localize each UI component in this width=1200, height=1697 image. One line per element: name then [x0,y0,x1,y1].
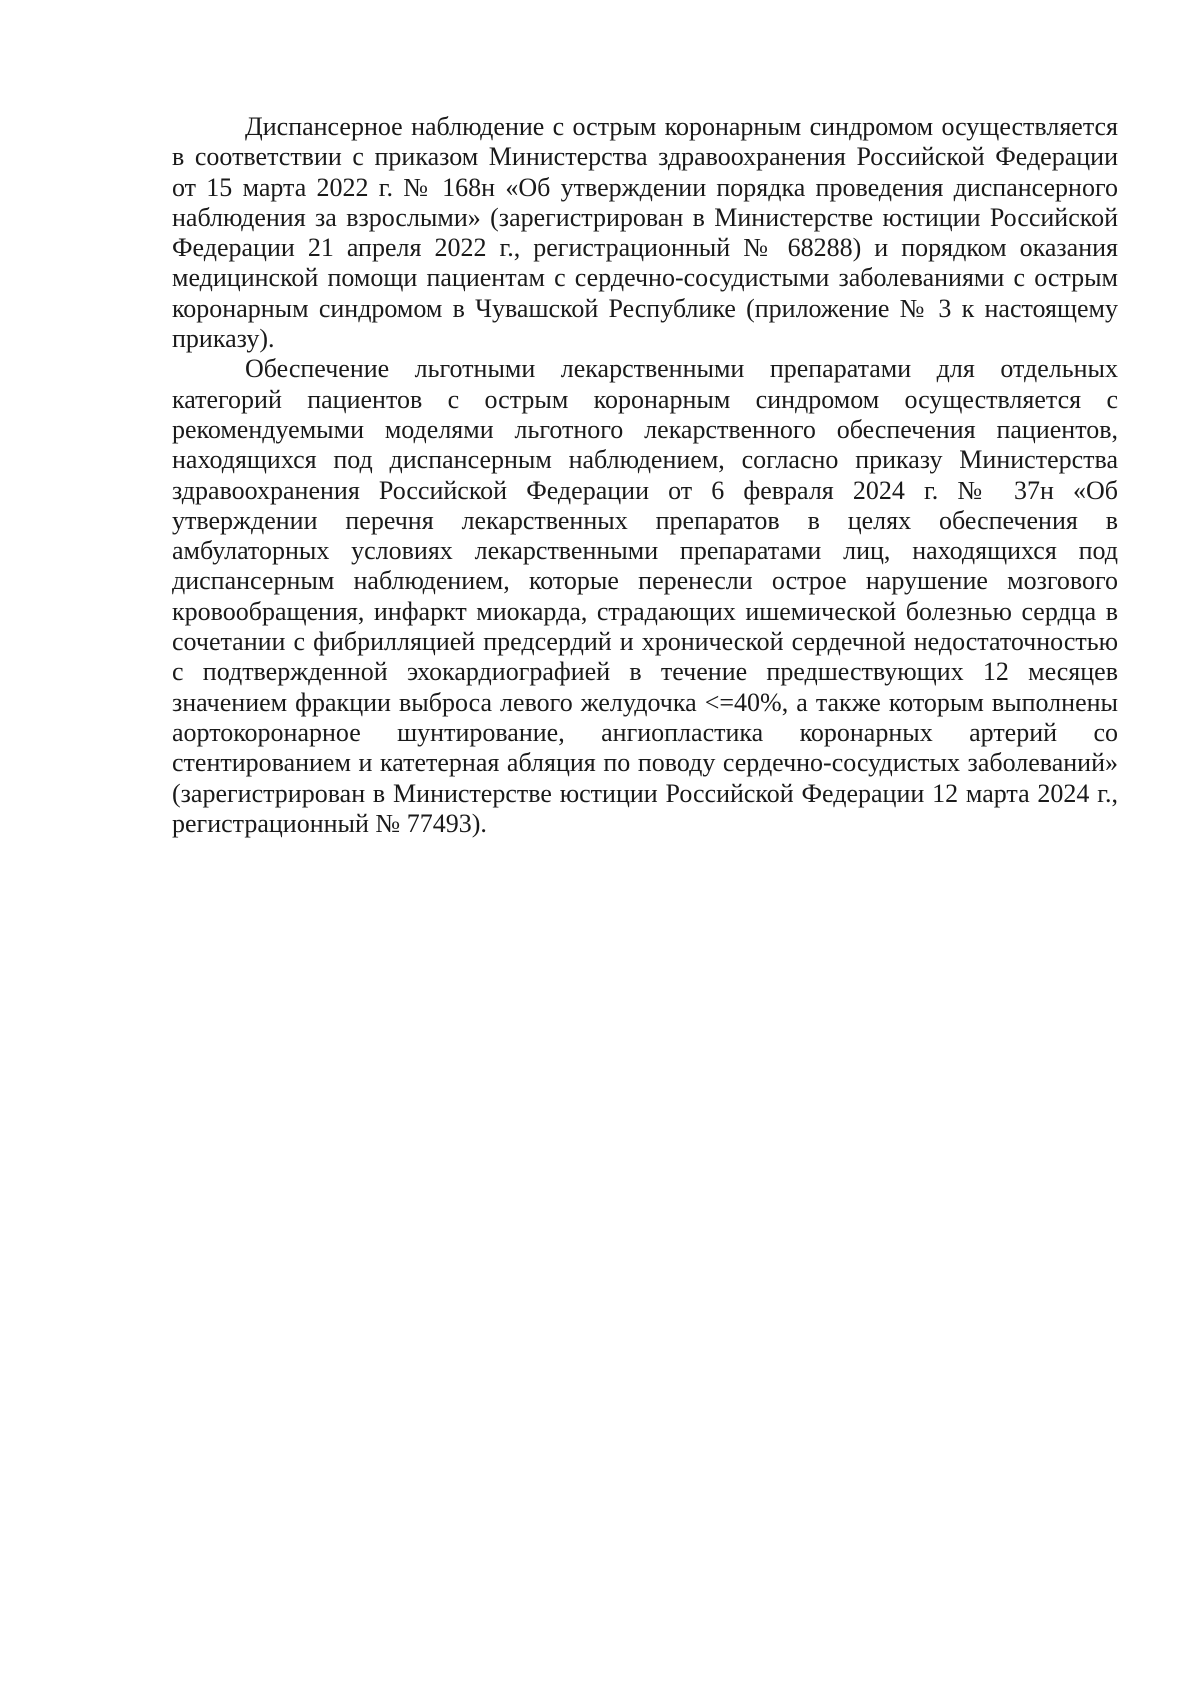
paragraph-preferential-medicines: Обеспечение льготными лекарственными препаратами для отдельных категорий пациентов с острым коронарным синдромом осуществляется с рекомендуемыми моделями льготного лекарственного обеспечения пациентов, находящихся под диспансерным наблюдением, согласно приказу Министерства здравоохранения Российской Федерации от 6 февраля 2024 г. № 37н «Об утверждении перечня лекарственных препаратов в целях обеспечения в амбулаторных условиях лекарственными препаратами лиц, находящихся под диспансерным наблюдением, которые перенесли острое нарушение мозгового кровообращения, инфаркт миокарда, страдающих ишемической болезнью сердца в сочетании с фибрилляцией предсердий и хронической сердечной недостаточностью с подтвержденной эхокардиографией в течение предшествующих 12 месяцев значением фракции выброса левого желудочка <=40%, а также которым выполнены аортокоронарное шунтирование, ангиопластика коронарных артерий со стентированием и катетерная абляция по поводу сердечно-сосудистых заболеваний» (зарегистрирован в Министерстве юстиции Российской Федерации 12 марта 2024 г., регистрационный № 77493). [172,354,1118,838]
document-body [172,112,1118,839]
paragraph-dispensary-observation: Диспансерное наблюдение с острым коронарным синдромом осуществляется в соответствии с приказом Министерства здравоохранения Российской Федерации от 15 марта 2022 г. № 168н «Об утверждении порядка проведения диспансерного наблюдения за взрослыми» (зарегистрирован в Министерстве юстиции Российской Федерации 21 апреля 2022 г., регистрационный № 68288) и порядком оказания медицинской помощи пациентам с сердечно-сосудистыми заболеваниями с острым коронарным синдромом в Чувашской Республике (приложение № 3 к настоящему приказу). [172,112,1118,354]
